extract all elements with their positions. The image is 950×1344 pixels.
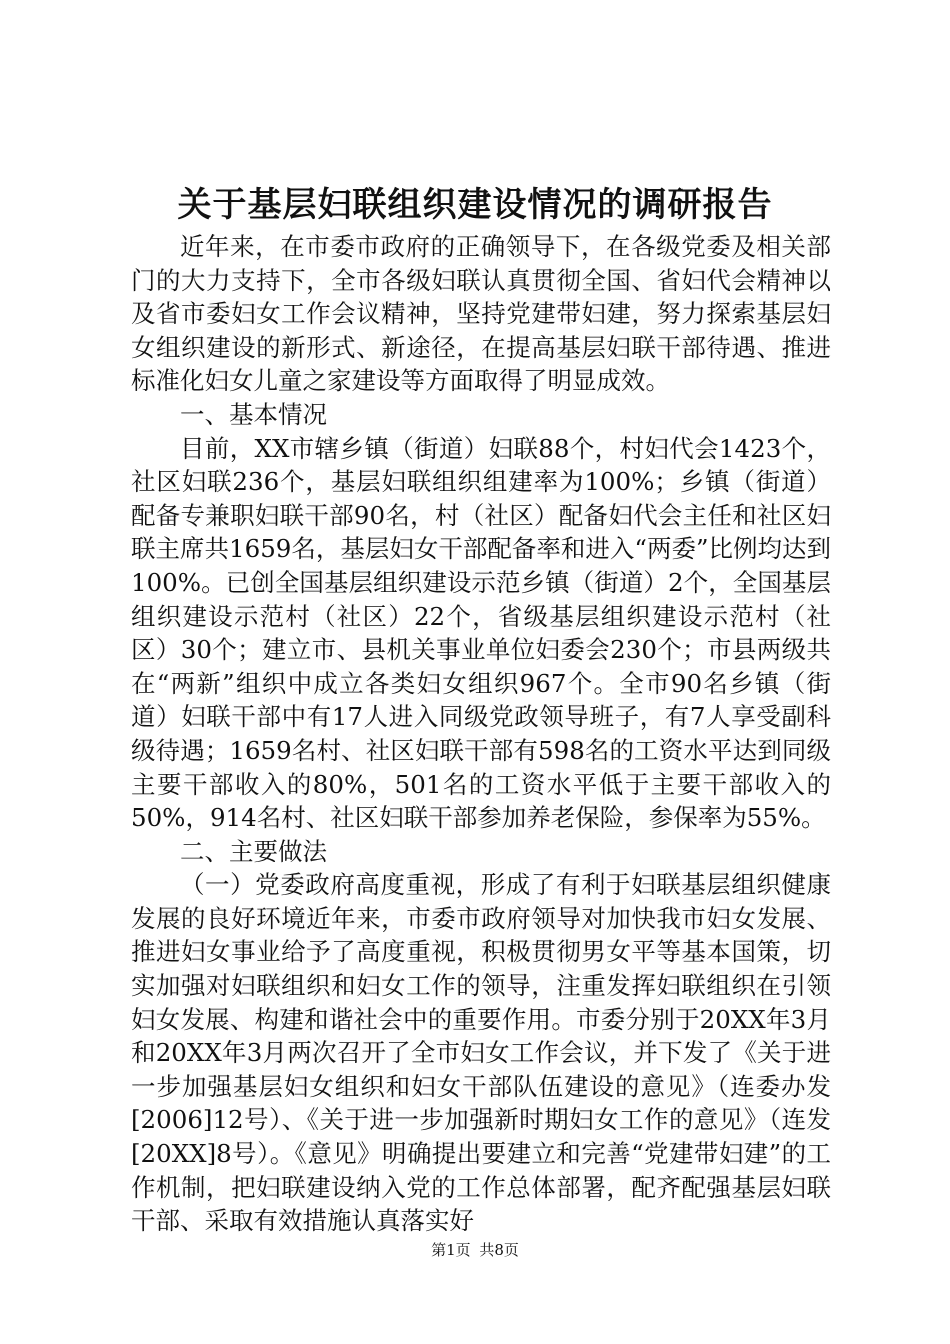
section-heading-main-practices: 二、主要做法	[180, 836, 327, 866]
page-total: 共8页	[479, 1241, 519, 1259]
document-title: 关于基层妇联组织建设情况的调研报告	[177, 185, 773, 225]
basic-situation-paragraph: 目前，XX市辖乡镇（街道）妇联88个，村妇代会1423个，社区妇联236个，基层妇联组织组建率为100%；乡镇（街道）配备专兼职妇联干部90名，村（社区）配备妇代会主任和社区妇联主席共1659名，基层妇女干部配备率和进入“两委”比例均达到100%。已创全国基层组织建设示范乡镇（街道）2个，全国基层组织建设示范村（社区）22个，省级基层组织建设示范村（社区）30个；建立市、县机关事业单位妇委会230个；市县两级共在“两新”组织中成立各类妇女组织967个。全市90名乡镇（街道）妇联干部中有17人进入同级党政领导班子，有7人享受副科级待遇；1659名村、社区妇联干部有598名的工资水平达到同级主要干部收入的80%，501名的工资水平低于主要干部收入的50%，914名村、社区妇联干部参加养老保险，参保率为55%。	[131, 433, 831, 833]
document-body	[131, 230, 831, 1238]
main-practices-paragraph: （一）党委政府高度重视，形成了有利于妇联基层组织健康发展的良好环境近年来，市委市政府领导对加快我市妇女发展、推进妇女事业给予了高度重视，积极贯彻男女平等基本国策，切实加强对妇联组织和妇女工作的领导，注重发挥妇联组织在引领妇女发展、构建和谐社会中的重要作用。市委分别于20XX年3月和20XX年3月两次召开了全市妇女工作会议，并下发了《关于进一步加强基层妇女组织和妇女干部队伍建设的意见》（连委办发[2006]12号）、《关于进一步加强新时期妇女工作的意见》（连发[20XX]8号）。《意见》明确提出要建立和完善“党建带妇建”的工作机制，把妇联建设纳入党的工作总体部署，配齐配强基层妇联干部、采取有效措施认真落实好	[131, 870, 831, 1236]
intro-paragraph: 近年来，在市委市政府的正确领导下，在各级党委及相关部门的大力支持下，全市各级妇联认真贯彻全国、省妇代会精神以及省市委妇女工作会议精神，坚持党建带妇建，努力探索基层妇女组织建设的新形式、新途径，在提高基层妇联干部待遇、推进标准化妇女儿童之家建设等方面取得了明显成效。	[131, 232, 831, 396]
section-heading-basic-situation: 一、基本情况	[180, 399, 327, 429]
page-number: 第1页	[431, 1241, 471, 1259]
page-footer	[0, 1239, 950, 1261]
